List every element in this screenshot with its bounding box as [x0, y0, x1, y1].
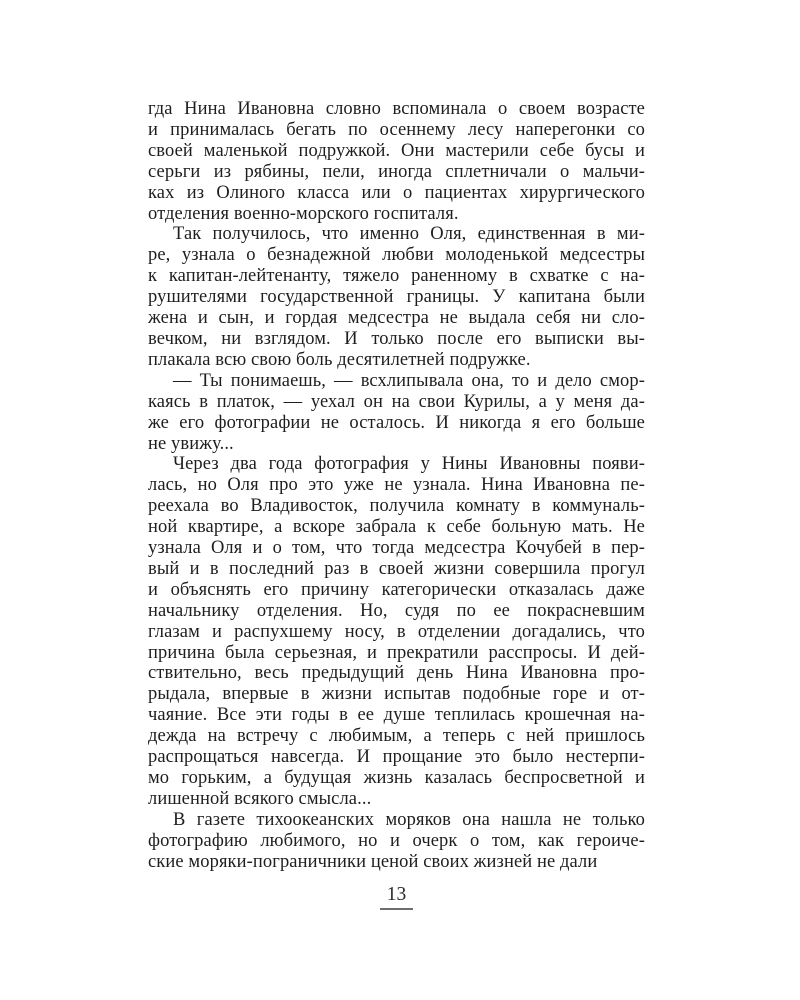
text-line: плакала всю свою боль десятилетней подружке. — [148, 349, 531, 370]
page-footer — [148, 884, 645, 910]
text-line: В газете тихоокеанских моряков она нашла не только — [173, 809, 645, 830]
text-line: ной квартире, а вскоре забрала к себе больную мать. Не — [148, 517, 645, 538]
text-line: дежда на встречу с любимым, а теперь с ней пришлось — [148, 726, 645, 747]
text-line: ре, узнала о безнадежной любви молоденькой медсестры — [148, 245, 645, 266]
text-line: — Ты понимаешь, — всхлипывала она, то и дело смор- — [173, 370, 645, 391]
text-line: начальнику отделения. Но, судя по ее покрасневшим — [148, 600, 645, 621]
text-line: реехала во Владивосток, получила комнату в коммуналь- — [148, 496, 645, 517]
text-line: лась, но Оля про это уже не узнала. Нина Ивановна пе- — [148, 475, 645, 496]
text-line: распрощаться навсегда. И прощание это было нестерпи- — [148, 747, 645, 768]
text-line: глазам и распухшему носу, в отделении догадались, что — [148, 621, 645, 642]
text-line: узнала Оля и о том, что тогда медсестра Кочубей в пер- — [148, 538, 645, 559]
text-line: чаяние. Все эти годы в ее душе теплилась крошечная на- — [148, 705, 645, 726]
text-line: ские моряки-пограничники ценой своих жизней не дали — [148, 851, 598, 872]
page-number-rule — [380, 908, 413, 910]
text-line: Через два года фотография у Нины Ивановны появи- — [173, 454, 645, 475]
text-line: же его фотографии не осталось. И никогда я его больше — [148, 412, 645, 433]
text-line: каясь в платок, — уехал он на свои Курилы, а у меня да- — [148, 391, 645, 412]
text-line: рыдала, впервые в жизни испытав подобные горе и от- — [148, 684, 645, 705]
text-line: жена и сын, и гордая медсестра не выдала себя ни сло- — [148, 308, 645, 329]
text-line: своей маленькой подружкой. Они мастерили себе бусы и — [148, 140, 645, 161]
text-line: рушителями государственной границы. У капитана были — [148, 287, 645, 308]
text-line: отделения военно-морского госпиталя. — [148, 203, 459, 224]
text-line: гда Нина Ивановна словно вспоминала о своем возрасте — [148, 99, 645, 119]
text-line: мо горьким, а будущая жизнь казалась беспросветной и — [148, 768, 645, 788]
text-line: фотографию любимого, но и очерк о том, как героиче- — [148, 830, 645, 851]
text-line: Так получилось, что именно Оля, единственная в ми- — [173, 224, 645, 245]
text-line: ствительно, весь предыдущий день Нина Ивановна про- — [148, 663, 645, 684]
text-line: к капитан-лейтенанту, тяжело раненному в схватке с на- — [148, 266, 645, 287]
text-line: вечком, ни взглядом. И только после его выписки вы- — [148, 328, 645, 349]
text-line: и принималась бегать по осеннему лесу наперегонки со — [148, 119, 645, 140]
text-line: ках из Олиного класса или о пациентах хирургического — [148, 182, 645, 203]
text-line: вый и в последний раз в своей жизни совершила прогул — [148, 558, 645, 579]
page-number: 13 — [386, 884, 407, 905]
text-line: причина была серьезная, и прекратили расспросы. И дей- — [148, 642, 645, 663]
text-line: и объяснять его причину категорически отказалась даже — [148, 579, 645, 600]
text-line: не увижу... — [148, 433, 234, 454]
text-line: лишенной всякого смысла... — [148, 788, 372, 809]
text-line: серьги из рябины, пели, иногда сплетничали о мальчи- — [148, 161, 645, 182]
text-block — [148, 99, 645, 873]
